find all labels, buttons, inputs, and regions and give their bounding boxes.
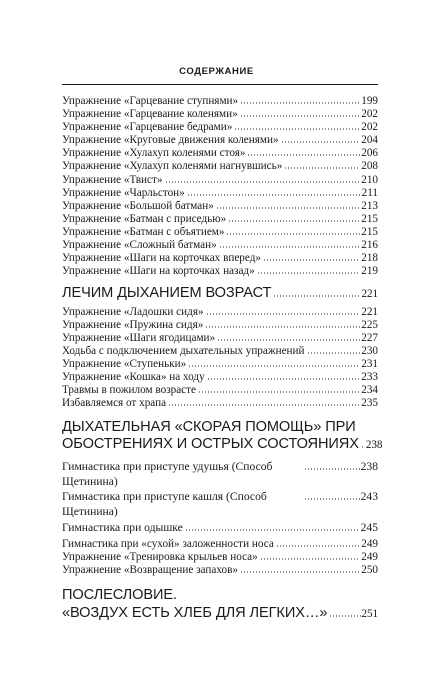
toc-entry[interactable]	[62, 226, 378, 239]
toc-group-gymnastics	[62, 459, 378, 535]
toc-entry-title: Упражнение «Гарцевание ступнями»	[62, 95, 239, 107]
dot-leader	[284, 160, 360, 169]
toc-entry-page-number: 245	[360, 520, 378, 534]
toc-entry-title: Упражнение «Тренировка крыльев носа»	[62, 551, 258, 564]
dot-leader	[240, 108, 361, 117]
toc-group-nose	[62, 538, 378, 577]
toc-entry[interactable]	[62, 358, 378, 371]
toc-entry-title: Гимнастика при «сухой» заложенности носа	[62, 538, 274, 551]
dot-leader	[281, 134, 361, 143]
toc-entry-title: Упражнение «Ладошки сидя»	[62, 305, 204, 318]
toc-entry-page-number: 215	[361, 212, 378, 225]
toc-entry-title: Упражнение «Шаги ягодицами»	[62, 332, 216, 344]
toc-entry-title: Упражнение «Хулахуп коленями стоя»	[62, 147, 246, 160]
toc-entry[interactable]	[62, 108, 378, 121]
toc-entry[interactable]	[62, 200, 378, 213]
toc-entry-title: Упражнение «Чарльстон»	[62, 186, 185, 199]
toc-entry-page-number: 230	[361, 345, 378, 358]
toc-entry-title: Упражнение «Пружина сидя»	[62, 318, 204, 331]
section-title: ЛЕЧИМ ДЫХАНИЕМ ВОЗРАСТ	[62, 285, 272, 302]
toc-entry-page-number: 208	[361, 160, 378, 173]
section-page-number: 251	[361, 607, 378, 620]
toc-entry[interactable]	[62, 459, 378, 490]
toc-entry[interactable]	[62, 121, 378, 134]
toc-entry[interactable]	[62, 265, 378, 278]
toc-entry-page-number: 234	[361, 384, 378, 397]
toc-entry-title: Упражнение «Гарцевание бедрами»	[62, 121, 233, 134]
toc-entry[interactable]	[62, 174, 378, 187]
section-page-number: 238	[365, 439, 383, 452]
toc-entry-title: Упражнение «Батман с приседью»	[62, 212, 227, 225]
toc-entry-title: Упражнение «Батман с объятием»	[62, 225, 225, 238]
toc-entry-title: Гимнастика при приступе кашля (Способ Щетинина)	[62, 490, 267, 519]
toc-entry[interactable]	[62, 160, 378, 173]
toc-entry-page-number: 225	[361, 318, 378, 331]
toc-entry-page-number: 216	[361, 239, 378, 252]
toc-group-age-breathing	[62, 306, 378, 411]
dot-leader	[188, 358, 360, 367]
toc-entry[interactable]	[62, 319, 378, 332]
toc-entry-page-number: 206	[361, 147, 378, 160]
dot-leader	[307, 345, 361, 354]
dot-leader	[168, 397, 360, 406]
toc-entry-title: Упражнение «Круговые движения коленями»	[62, 134, 279, 147]
toc-entry-title: Упражнение «Хулахуп коленями нагнувшись»	[62, 160, 283, 173]
dot-leader	[198, 384, 360, 393]
dot-leader	[329, 608, 360, 617]
toc-entry-page-number: 202	[361, 108, 378, 121]
toc-entry[interactable]	[62, 551, 378, 564]
toc-entry-title: Упражнение «Большой батман»	[62, 199, 214, 212]
toc-entry[interactable]	[62, 134, 378, 147]
dot-leader	[247, 147, 360, 156]
toc-entry[interactable]	[62, 332, 378, 345]
toc-entry[interactable]	[62, 345, 378, 358]
toc-entry-title: Упражнение «Ступеньки»	[62, 358, 187, 371]
dot-leader	[187, 187, 361, 196]
dot-leader	[240, 564, 360, 573]
toc-entry-page-number: 211	[361, 186, 378, 199]
toc-entry[interactable]	[62, 213, 378, 226]
header-rule	[62, 84, 378, 85]
dot-leader	[304, 491, 360, 500]
section-title-line2: ОБОСТРЕНИЯХ И ОСТРЫХ СОСТОЯНИЯХ	[62, 436, 359, 453]
toc-entry-page-number: 250	[361, 564, 378, 577]
toc-entry-title: Упражнение «Шаги на корточках вперед»	[62, 252, 262, 265]
toc-entry-page-number: 218	[361, 252, 378, 265]
toc-entry-page-number: 227	[361, 332, 378, 344]
toc-entry-page-number: 249	[361, 538, 378, 551]
dot-leader	[216, 200, 360, 209]
toc-section-heading[interactable]	[62, 285, 378, 304]
dot-leader	[240, 95, 360, 104]
toc-entry[interactable]	[62, 306, 378, 319]
dot-leader	[217, 332, 360, 341]
toc-entry[interactable]	[62, 397, 378, 410]
toc-entry[interactable]	[62, 95, 378, 108]
toc-entry-title: Гимнастика при приступе удушья (Способ Щетинина)	[62, 459, 273, 488]
toc-entry-page-number: 199	[361, 95, 378, 107]
table-of-contents	[62, 95, 383, 623]
dot-leader	[219, 239, 361, 248]
toc-entry-page-number: 202	[361, 121, 378, 134]
section-title-line1: ДЫХАТЕЛЬНАЯ «СКОРАЯ ПОМОЩЬ» ПРИ	[62, 418, 356, 435]
running-header: СОДЕРЖАНИЕ	[179, 66, 254, 77]
toc-entry-page-number: 215	[361, 225, 378, 238]
dot-leader	[228, 213, 360, 222]
toc-entry[interactable]	[62, 489, 378, 520]
toc-entry-title: Упражнение «Твист»	[62, 173, 163, 186]
toc-entry-page-number: 249	[361, 551, 378, 564]
toc-section-heading[interactable]	[62, 587, 378, 623]
dot-leader	[205, 319, 360, 328]
dot-leader	[207, 371, 361, 380]
toc-entry-page-number: 221	[361, 305, 378, 318]
section-title-line1: ПОСЛЕСЛОВИЕ.	[62, 587, 178, 604]
toc-entry-title: Травмы в пожилом возрасте	[62, 384, 196, 397]
toc-entry-page-number: 210	[361, 173, 378, 186]
toc-entry[interactable]	[62, 239, 378, 252]
dot-leader	[185, 522, 360, 531]
toc-entry-page-number: 204	[361, 134, 378, 147]
toc-entry-page-number: 243	[360, 490, 378, 504]
toc-group-exercises	[62, 95, 378, 278]
toc-entry-page-number: 231	[361, 358, 378, 371]
toc-entry-title: Ходьба с подключением дыхательных упражнений	[62, 345, 305, 358]
toc-entry-page-number: 233	[361, 371, 378, 384]
toc-entry-page-number: 235	[361, 397, 378, 410]
toc-entry[interactable]	[62, 252, 378, 265]
toc-entry[interactable]	[62, 520, 378, 535]
toc-entry[interactable]	[62, 384, 378, 397]
dot-leader	[260, 551, 360, 560]
dot-leader	[304, 461, 360, 470]
dot-leader	[226, 226, 360, 235]
dot-leader	[263, 252, 360, 261]
toc-entry-page-number: 213	[361, 199, 378, 212]
dot-leader	[234, 121, 360, 130]
toc-entry-title: Упражнение «Гарцевание коленями»	[62, 108, 238, 121]
dot-leader	[273, 288, 360, 297]
toc-entry-title: Избавляемся от храпа	[62, 397, 167, 410]
toc-entry-title: Упражнение «Сложный батман»	[62, 239, 217, 252]
toc-entry-title: Упражнение «Шаги на корточках назад»	[62, 265, 255, 278]
toc-entry-title: Упражнение «Возвращение запахов»	[62, 564, 238, 577]
dot-leader	[206, 306, 361, 315]
section-page-number: 221	[361, 288, 378, 301]
dot-leader	[276, 538, 360, 547]
toc-entry[interactable]	[62, 147, 378, 160]
toc-entry[interactable]	[62, 187, 378, 200]
toc-entry[interactable]	[62, 371, 378, 384]
section-title-line2: «ВОЗДУХ ЕСТЬ ХЛЕБ ДЛЯ ЛЕГКИХ…»	[62, 604, 328, 621]
toc-entry-page-number: 238	[360, 459, 378, 473]
dot-leader	[361, 439, 365, 448]
toc-entry-page-number: 219	[361, 265, 378, 278]
dot-leader	[257, 265, 361, 274]
toc-entry-title: Гимнастика при одышке	[62, 520, 183, 534]
toc-entry[interactable]	[62, 538, 378, 551]
toc-entry[interactable]	[62, 564, 378, 577]
toc-section-heading[interactable]	[62, 418, 383, 455]
dot-leader	[165, 174, 361, 183]
toc-entry-title: Упражнение «Кошка» на ходу	[62, 371, 205, 384]
